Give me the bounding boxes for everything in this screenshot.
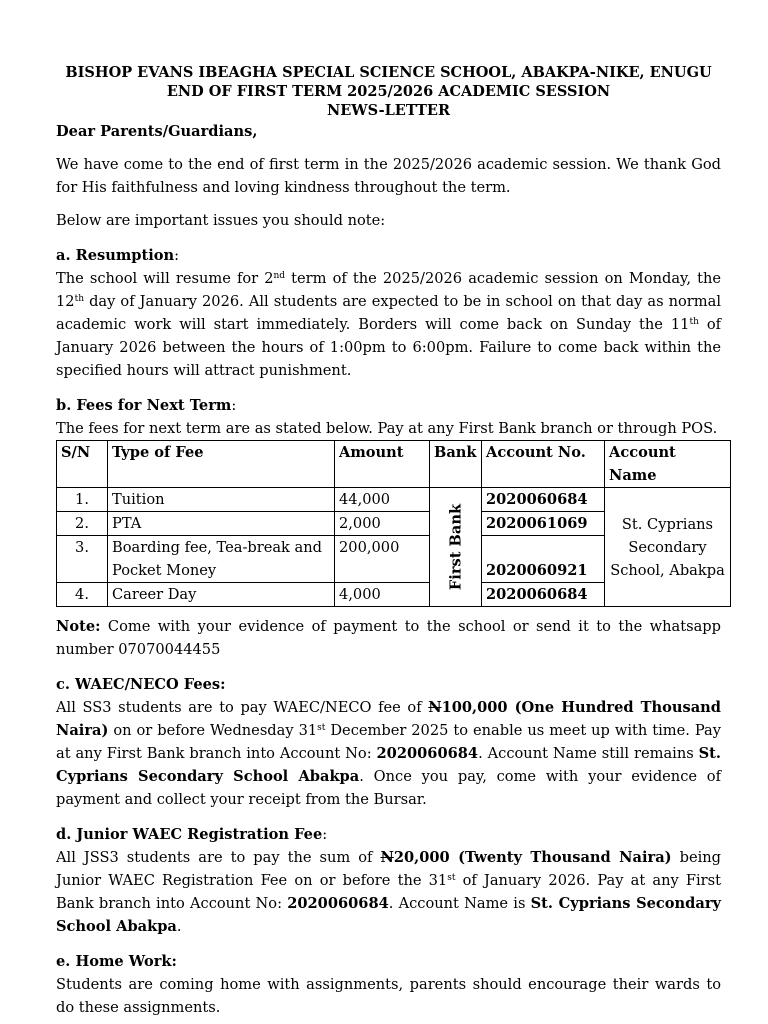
row-amount: 200,000 [335, 536, 430, 583]
resumption-heading: a. Resumption: [56, 247, 180, 264]
row-sn: 2. [57, 512, 108, 536]
row-type: Boarding fee, Tea-break and Pocket Money [108, 536, 335, 583]
row-sn: 1. [57, 488, 108, 512]
row-account: 2020060921 [482, 536, 605, 583]
account-name-cell: St. Cyprians Secondary School, Abakpa [605, 488, 731, 607]
greeting: Dear Parents/Guardians, [56, 123, 258, 140]
fees-heading: b. Fees for Next Term: [56, 397, 237, 414]
row-account: 2020060684 [482, 583, 605, 607]
newsletter-header [56, 63, 721, 120]
bank-name: First Bank [447, 503, 464, 591]
col-bank: Bank [430, 441, 482, 488]
row-type: Career Day [108, 583, 335, 607]
col-sn: S/N [57, 441, 108, 488]
col-account-no: Account No. [482, 441, 605, 488]
bank-cell [430, 488, 482, 607]
waec-paragraph: All SS3 students are to pay WAEC/NECO fee of N100,000 (One Hundred Thousand Naira) on or before Wednesday 31st December 2025 to enable us meet up with time. Pay at any First Bank branch into Account No: 2020060684. Account Name still remains St. Cyprians Secondary School Abakpa. Once you pay, come with your evidence of payment and collect your receipt from the Bursar. [56, 699, 722, 808]
note-intro: Below are important issues you should note: [56, 212, 386, 229]
row-amount: 2,000 [335, 512, 430, 536]
col-type: Type of Fee [108, 441, 335, 488]
fees-table [56, 440, 731, 607]
col-account-name: Account Name [605, 441, 731, 488]
payment-note: Note: Come with your evidence of payment to the school or send it to the whatsapp number 07070044455 [56, 618, 721, 658]
waec-heading: c. WAEC/NECO Fees: [56, 676, 226, 693]
row-account: 2020060684 [482, 488, 605, 512]
intro-paragraph: We have come to the end of first term in the 2025/2026 academic session. We thank God for His faithfulness and loving kindness throughout the term. [56, 156, 721, 196]
document-title: NEWS-LETTER [326, 102, 451, 119]
row-amount: 4,000 [335, 583, 430, 607]
row-amount: 44,000 [335, 488, 430, 512]
row-type: PTA [108, 512, 335, 536]
row-sn: 4. [57, 583, 108, 607]
row-type: Tuition [108, 488, 335, 512]
row-sn: 3. [57, 536, 108, 583]
col-amount: Amount [335, 441, 430, 488]
junior-waec-heading: d. Junior WAEC Registration Fee: [56, 826, 328, 843]
table-header-row [57, 441, 731, 488]
resumption-paragraph: The school will resume for 2nd term of the 2025/2026 academic session on Monday, the 12th day of January 2026. All students are expected to be in school on that day as normal academic work will start immediately. Borders will come back on Sunday the 11th of January 2026 between the hours of 1:00pm to 6:00pm. Failure to come back within the specified hours will attract punishment. [56, 270, 722, 379]
homework-paragraph: Students are coming home with assignments, parents should encourage their wards to do these assignments. [56, 976, 721, 1016]
homework-heading: e. Home Work: [56, 953, 177, 970]
row-account: 2020061069 [482, 512, 605, 536]
junior-waec-paragraph: All JSS3 students are to pay the sum of N20,000 (Twenty Thousand Naira) being Junior WAEC Registration Fee on or before the 31st of January 2026. Pay at any First Bank branch into Account No: 2020060684. Account Name is St. Cyprians Secondary School Abakpa. [56, 849, 722, 935]
school-name: BISHOP EVANS IBEAGHA SPECIAL SCIENCE SCHOOL, ABAKPA-NIKE, ENUGU [65, 64, 712, 81]
term-title: END OF FIRST TERM 2025/2026 ACADEMIC SESSION [166, 83, 611, 100]
fees-intro: The fees for next term are as stated below. Pay at any First Bank branch or through POS. [56, 420, 718, 437]
table-row [57, 488, 731, 512]
